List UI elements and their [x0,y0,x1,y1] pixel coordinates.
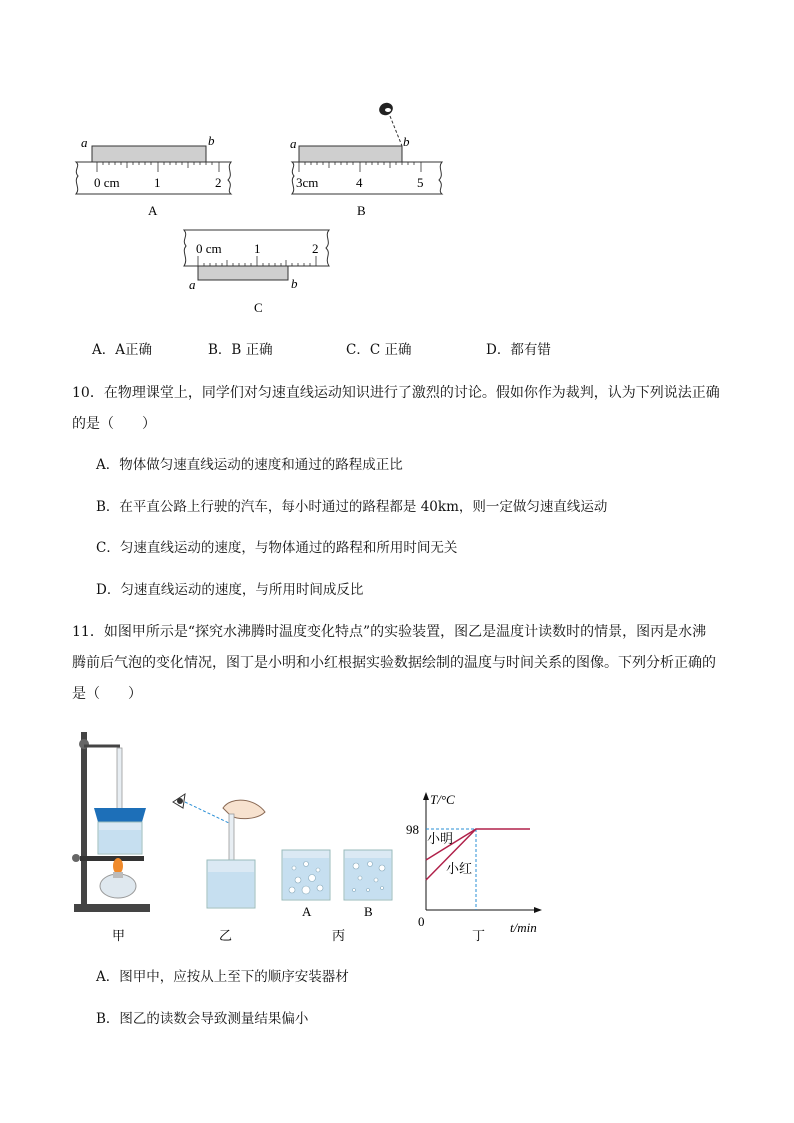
ruler-b-tick-2: 5 [417,175,424,190]
ruler-figure-b [282,96,452,222]
ruler-b-unit-label: 3cm [296,175,319,190]
ruler-c-letter: C [254,300,263,315]
ruler-figure-a [66,130,242,222]
ruler-a-end-b: b [208,133,215,148]
ruler-b-end-a: a [290,136,297,151]
q11-option-b: B．图乙的读数会导致测量结果偏小 [96,1011,309,1027]
clamp-knob-lower [72,854,80,862]
iron-stand-rod [81,732,87,910]
q11-stem-line-1: 11．如图甲所示是“探究水沸腾时温度变化特点”的实验装置，图乙是温度计读数时的情景，图丙是水沸 [72,624,707,640]
x-axis-arrow [534,907,542,913]
iron-stand-base [74,904,150,912]
ruler-a-tick-2: 2 [215,175,222,190]
figure-ding-label: 丁 [472,928,486,943]
ruler-c-end-a: a [189,277,196,292]
q9-option-a: A．A正确 [92,342,152,358]
q11-option-a: A．图甲中，应按从上至下的顺序安装器材 [96,969,349,985]
ruler-b-end-b: b [403,134,410,149]
q9-option-c: C．C 正确 [346,342,412,358]
figure-ding-graph [400,788,550,946]
q9-option-d: D．都有错 [486,342,551,358]
y-mark-label: 98 [406,822,419,837]
figure-bing-bubbles [276,846,396,946]
water [208,872,254,907]
q11-stem-line-2: 腾前后气泡的变化情况，图丁是小明和小红根据实验数据绘制的温度与时间关系的图像。下列分析正确的 [72,655,716,671]
ruler-c-unit-label: 0 cm [196,241,222,256]
q10-option-d: D．匀速直线运动的速度，与所用时间成反比 [96,582,364,598]
beaker-a-label: A [302,904,312,919]
figure-yi-thermometer-reading [165,790,270,946]
beaker-b-label: B [364,904,373,919]
q11-stem-line-3: 是（ ） [72,686,142,702]
series-hong-label: 小红 [446,861,473,876]
q10-stem-line-2: 的是（ ） [72,416,156,432]
lamp-neck [113,872,123,878]
eye-icon [173,794,185,808]
ruler-figure-c [174,226,344,318]
flame [113,858,123,874]
ruler-b-tick-1: 4 [356,175,363,190]
ruler-c-tick-2: 2 [312,241,319,256]
q9-option-b: B．B 正确 [208,342,273,358]
figure-bing-label: 丙 [332,928,346,943]
measured-object-bar [92,146,206,162]
measured-object-bar [299,146,402,162]
y-axis-label: T/°C [430,792,455,807]
wire-gauze [80,856,144,861]
ruler-c-tick-1: 1 [254,241,261,256]
ruler-a-tick-1: 1 [154,175,161,190]
water [99,830,141,853]
figure-yi-label: 乙 [219,928,233,943]
y-axis-arrow [423,792,429,800]
origin-label: 0 [418,914,425,929]
ruler-a-unit-label: 0 cm [94,175,120,190]
q10-stem-line-1: 10．在物理课堂上，同学们对匀速直线运动知识进行了激烈的讨论。假如你作为裁判，认为下列说法正确 [72,385,720,401]
q10-option-b: B．在平直公路上行驶的汽车，每小时通过的路程都是 40km，则一定做匀速直线运动 [96,499,608,515]
series-ming-label: 小明 [427,831,454,846]
q10-option-a: A．物体做匀速直线运动的速度和通过的路程成正比 [96,457,403,473]
ruler-a-letter: A [148,203,158,218]
q10-option-c: C．匀速直线运动的速度，与物体通过的路程和所用时间无关 [96,540,458,556]
x-axis-label: t/min [510,920,537,935]
sight-line [390,116,402,146]
beaker-lid [94,808,146,822]
figure-jia-label: 甲 [112,928,126,943]
measured-object-bar [198,266,288,280]
figure-jia-apparatus [68,726,160,946]
sight-line [185,802,231,824]
ruler-b-letter: B [357,203,366,218]
ruler-a-end-a: a [81,135,88,150]
eye-icon [377,101,395,118]
ruler-c-end-b: b [291,276,298,291]
